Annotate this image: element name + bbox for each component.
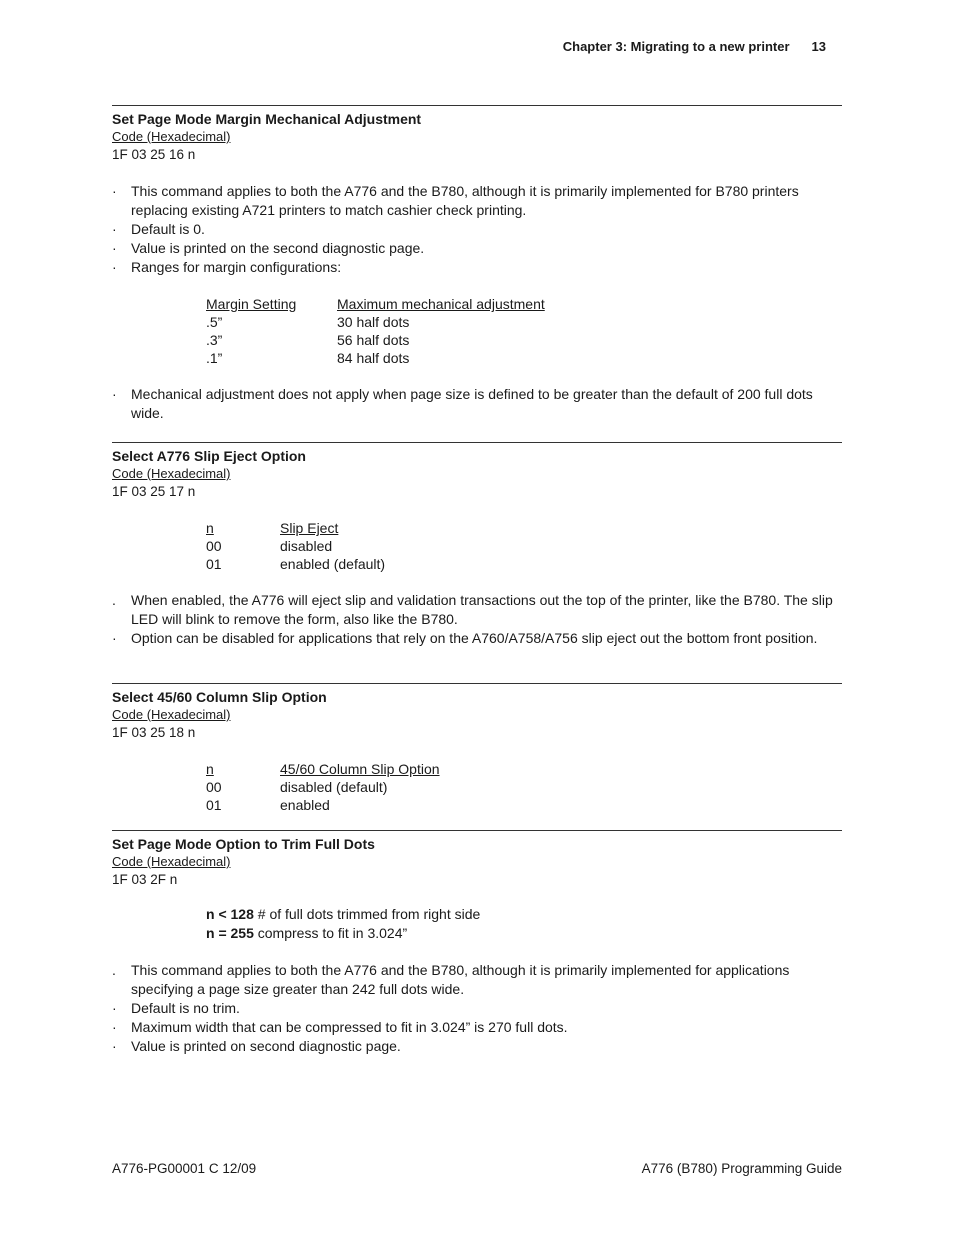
margin-table <box>206 295 545 367</box>
list-item: · Default is 0. <box>112 221 205 237</box>
section-divider <box>112 442 842 443</box>
table-header: Margin Setting <box>206 296 297 312</box>
list-item: . This command applies to both the A776 and the B780, although it is primarily implemented for applications specifying a page size greater than 242 full dots wide. <box>112 962 790 997</box>
bullet-list <box>112 591 842 648</box>
table-row: .1” 84 half dots <box>206 350 410 366</box>
bullet-list <box>112 961 842 1056</box>
column-slip-table <box>206 760 440 814</box>
slip-eject-table <box>206 519 385 573</box>
list-item: · Value is printed on second diagnostic page. <box>112 1038 401 1054</box>
section-divider <box>112 830 842 831</box>
code-value: 1F 03 25 18 n <box>112 725 196 740</box>
list-item: · Value is printed on the second diagnostic page. <box>112 240 425 256</box>
section-divider <box>112 105 842 106</box>
chapter-title: Chapter 3: Migrating to a new printer <box>562 39 790 54</box>
section-title: Set Page Mode Option to Trim Full Dots <box>112 836 375 852</box>
code-label: Code (Hexadecimal) <box>112 466 231 481</box>
section-margin-adjustment <box>112 105 842 423</box>
footer-guide-title: A776 (B780) Programming Guide <box>641 1161 842 1176</box>
page-header <box>563 39 826 54</box>
code-value: 1F 03 25 16 n <box>112 147 196 162</box>
section-column-slip <box>112 683 842 814</box>
list-item: . When enabled, the A776 will eject slip and validation transactions out the top of the printer, like the B780. The slip LED will blink to remove the form, also like the B780. <box>112 592 833 627</box>
table-row: .5” 30 half dots <box>206 314 410 330</box>
section-title: Select A776 Slip Eject Option <box>112 448 306 464</box>
footer-doc-id: A776-PG00001 C 12/09 <box>112 1161 257 1176</box>
section-slip-eject <box>112 442 842 648</box>
section-title: Set Page Mode Margin Mechanical Adjustment <box>112 111 422 127</box>
list-item: · Default is no trim. <box>112 1000 240 1016</box>
table-row: 00 disabled <box>206 538 333 554</box>
table-header: 45/60 Column Slip Option <box>280 761 440 777</box>
list-item: · Maximum width that can be compressed to fit in 3.024” is 270 full dots. <box>112 1019 568 1035</box>
list-item: · Option can be disabled for applications that rely on the A760/A758/A756 slip eject out the bottom front position. <box>112 630 818 646</box>
section-title: Select 45/60 Column Slip Option <box>112 689 327 705</box>
table-header: Maximum mechanical adjustment <box>337 296 545 312</box>
code-label: Code (Hexadecimal) <box>112 854 231 869</box>
list-item: · Ranges for margin configurations: <box>112 259 342 275</box>
list-item: · This command applies to both the A776 and the B780, although it is primarily implemented for B780 printers replacing existing A721 printers to match cashier check printing. <box>112 183 799 218</box>
table-header: n <box>206 761 214 777</box>
bullet-list <box>112 182 842 277</box>
code-value: 1F 03 25 17 n <box>112 484 196 499</box>
section-divider <box>112 683 842 684</box>
bullet-list <box>112 385 842 423</box>
section-trim-full-dots <box>112 830 842 1056</box>
table-row: .3” 56 half dots <box>206 332 410 348</box>
table-header: Slip Eject <box>280 520 339 536</box>
list-item: · Mechanical adjustment does not apply when page size is defined to be greater than the default of 200 full dots wide. <box>112 386 813 421</box>
code-label: Code (Hexadecimal) <box>112 707 231 722</box>
code-label: Code (Hexadecimal) <box>112 129 231 144</box>
trim-option: n < 128 # of full dots trimmed from right side <box>206 906 481 922</box>
trim-option: n = 255 compress to fit in 3.024” <box>206 925 408 941</box>
page-number: 13 <box>811 39 826 54</box>
code-value: 1F 03 2F n <box>112 872 178 887</box>
table-header: n <box>206 520 214 536</box>
table-row: 01 enabled (default) <box>206 556 386 572</box>
table-row: 01 enabled <box>206 797 330 813</box>
table-row: 00 disabled (default) <box>206 779 388 795</box>
